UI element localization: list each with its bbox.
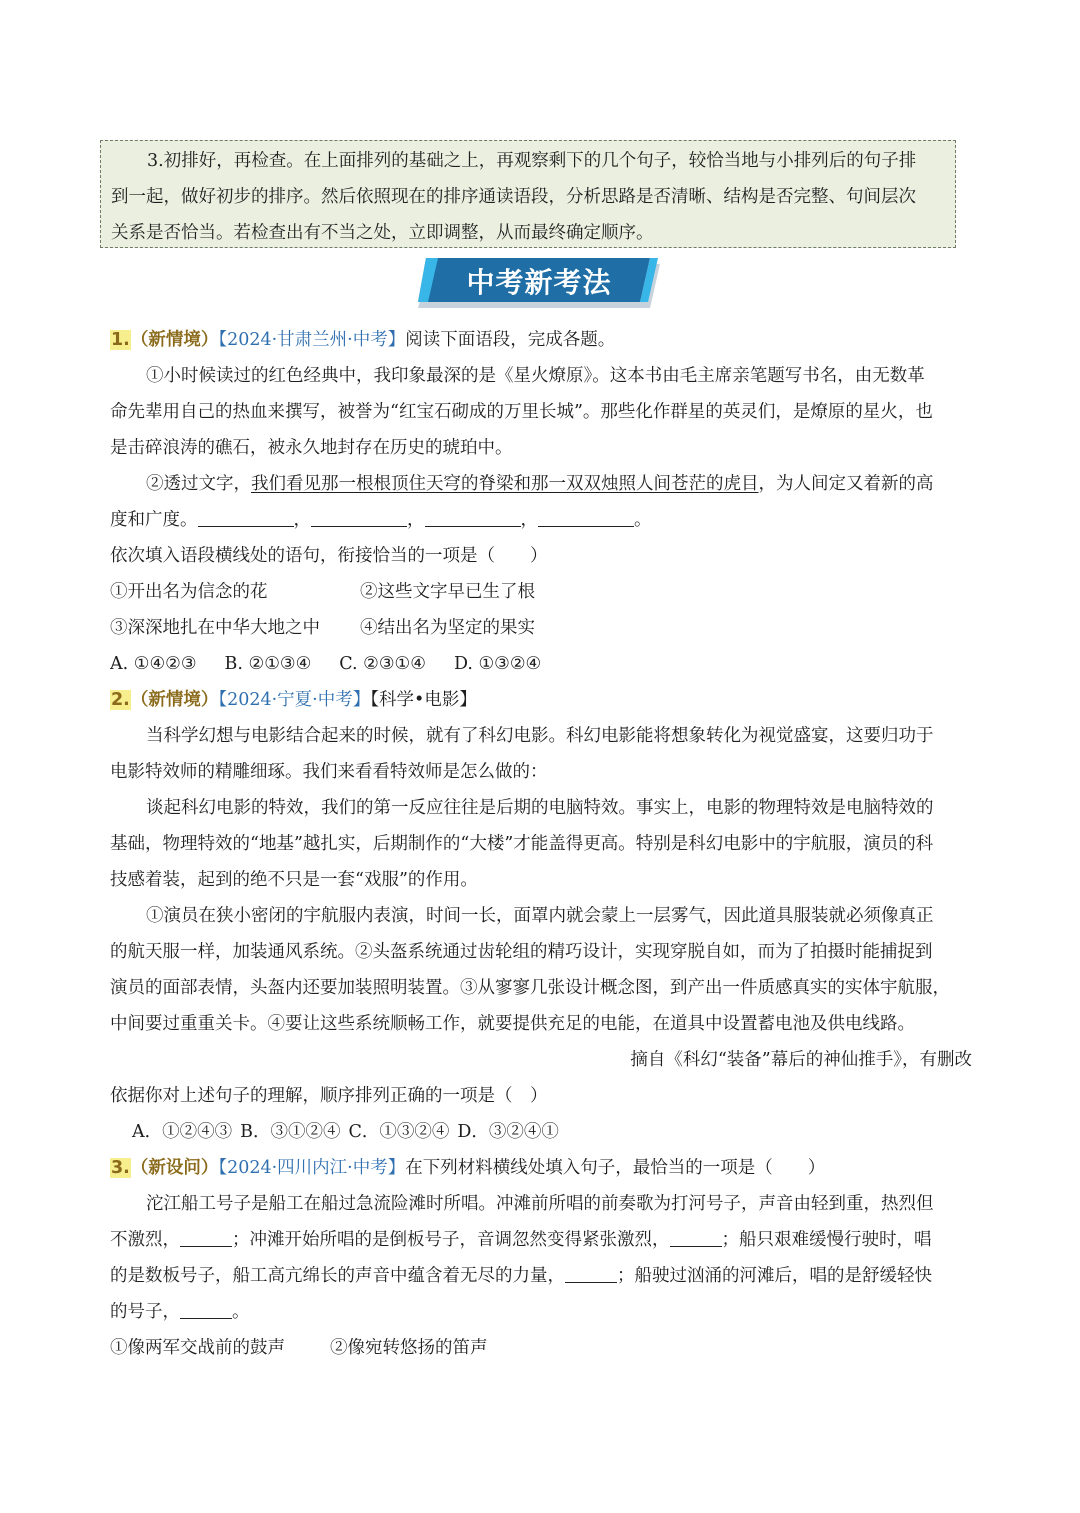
answer-blank[interactable] [311,506,407,527]
q2-text-line: 技感着装，起到的绝不只是一套“戏服”的作用。 [110,870,478,890]
separator: 。 [634,510,652,530]
q1-item: ②这些文字早已生了根 [360,582,535,602]
q2-text-line: 的航天服一样，加装通风系统。②头盔系统通过齿轮组的精巧设计，实现穿脱自如，而为了拍摄时能捕捉到 [110,942,933,962]
q2-choice[interactable]: A．①②④③ [132,1122,233,1142]
q1-para2-line [110,502,972,538]
q2-choice[interactable]: D．③②④① [457,1122,559,1142]
q1-tag: （新情境） [130,330,219,350]
q1-para2-text: 度和广度。 [110,510,198,530]
q1-header [110,322,972,358]
q1-para1-line: ①小时候读过的红色经典中，我印象最深的是《星火燎原》。这本书由毛主席亲笔题写书名，由无数革 [146,366,925,386]
q2-question: 依据你对上述句子的理解，顺序排列正确的一项是（ ） [110,1086,548,1106]
q3-text: 不激烈， [110,1230,180,1250]
q1-items-row [110,574,972,610]
q1-items-row [110,610,972,646]
q2-choice[interactable]: C．①③②④ [348,1122,450,1142]
q3-text: ；船驶过汹涌的河滩后，唱的是舒缓轻快 [617,1266,932,1286]
tip-line: 3.初排好，再检查。在上面排列的基础之上，再观察剩下的几个句子，较恰当地与小排列后的句子排 [147,151,917,171]
separator: ， [407,510,425,530]
q1-para2-line [110,466,972,502]
q3-text: 的号子， [110,1302,180,1322]
q2-text-line: 电影特效师的精雕细琢。我们来看看特效师是怎么做的： [110,762,548,782]
q3-text: ；冲滩开始所唱的是倒板号子，音调忽然变得紧张激烈， [232,1230,670,1250]
q1-choice[interactable]: A. ①④②③ [110,654,197,674]
separator: ， [520,510,538,530]
q3-text-line [110,1258,972,1294]
q3-prompt: 在下列材料横线处填入句子，最恰当的一项是（ ） [405,1158,826,1178]
q1-para1-line: 是击碎浪涛的礁石，被永久地封存在历史的琥珀中。 [110,438,513,458]
banner-title: 中考新考法 [466,266,612,299]
q2-choice[interactable]: B．③①②④ [240,1122,341,1142]
answer-blank[interactable] [538,506,634,527]
q2-text-line: 基础，物理特效的“地基”越扎实，后期制作的“大楼”才能盖得更高。特别是科幻电影中的宇航服，演员的科 [110,834,934,854]
tip-box [100,140,956,248]
q3-item: ②像宛转悠扬的笛声 [330,1338,488,1358]
answer-blank[interactable] [670,1226,722,1247]
answer-blank[interactable] [198,506,294,527]
q1-choices [110,646,972,682]
q2-header [110,682,972,718]
questions-content [110,322,972,1366]
q2-number: 2. [111,690,130,710]
q1-para2-text: ，为人间定又着新的高 [758,474,934,494]
q3-source: 【2024·四川内江·中考】 [218,1158,406,1178]
q1-number: 1. [111,330,130,350]
q3-text-line: 沱江船工号子是船工在船过急流险滩时所唱。冲滩前所唱的前奏歌为打河号子，声音由轻到重，热烈但 [146,1194,934,1214]
q1-para2-text: ②透过文字， [146,474,251,494]
tip-line: 到一起，做好初步的排序。然后依照现在的排序通读语段，分析思路是否清晰、结构是否完整、句间层次 [111,187,916,207]
q1-item: ③深深地扎在中华大地之中 [110,618,320,638]
tip-line: 关系是否恰当。若检查出有不当之处，立即调整，从而最终确定顺序。 [111,223,654,243]
q3-number: 3. [111,1158,130,1178]
q3-tag: （新设问） [130,1158,219,1178]
q1-choice[interactable]: C. ②③①④ [339,654,426,674]
q1-prompt: 阅读下面语段，完成各题。 [405,330,616,350]
q2-text-line: 中间要过重重关卡。④要让这些系统顺畅工作，就要提供充足的电能，在道具中设置蓄电池及供电线路。 [110,1014,915,1034]
q3-text-line [110,1222,972,1258]
q1-question: 依次填入语段横线处的语句，衔接恰当的一项是（ ） [110,546,548,566]
q3-item: ①像两军交战前的鼓声 [110,1338,285,1358]
q2-credit: 摘自《科幻“装备”幕后的神仙推手》，有删改 [630,1050,972,1070]
q3-items-row [110,1330,972,1366]
q2-text-line: 谈起科幻电影的特效，我们的第一反应往往是后期的电脑特效。事实上，电影的物理特效是电脑特效的 [146,798,934,818]
q2-choices [110,1114,972,1150]
answer-blank[interactable] [180,1226,232,1247]
answer-blank[interactable] [425,506,521,527]
q1-source: 【2024·甘肃兰州·中考】 [218,330,406,350]
q1-para1-line: 命先辈用自己的热血来撰写，被誉为“红宝石砌成的万里长城”。那些化作群星的英灵们，是燎原的星火，也 [110,402,933,422]
q2-text-line: ①演员在狭小密闭的宇航服内表演，时间一长，面罩内就会蒙上一层雾气，因此道具服装就必须像真正 [146,906,934,926]
q3-text-line [110,1294,972,1330]
q2-text-line: 演员的面部表情，头盔内还要加装照明装置。③从寥寥几张设计概念图，到产出一件质感真实的实体宇航服， [110,978,950,998]
q2-topic: 【科学•电影】 [370,690,477,710]
q3-text: 的是数板号子，船工高亢绵长的声音中蕴含着无尽的力量， [110,1266,565,1286]
q3-text: ；船只艰难缓慢行驶时，唱 [721,1230,932,1250]
q1-item: ①开出名为信念的花 [110,582,268,602]
q2-source: 【2024·宁夏·中考】 [218,690,371,710]
q2-tag: （新情境） [130,690,219,710]
q3-text: 。 [232,1302,250,1322]
q2-text-line: 当科学幻想与电影结合起来的时候，就有了科幻电影。科幻电影能将想象转化为视觉盛宴，这要归功于 [146,726,934,746]
q1-item: ④结出名为坚定的果实 [360,618,535,638]
q1-choice[interactable]: D. ①③②④ [453,654,542,674]
q1-underlined-text: 我们看见那一根根顶住天穹的脊梁和那一双双烛照人间苍茫的虎目 [251,474,759,494]
answer-blank[interactable] [180,1298,232,1319]
answer-blank[interactable] [565,1262,617,1283]
q3-header [110,1150,972,1186]
q1-choice[interactable]: B. ②①③④ [224,654,312,674]
separator: ， [293,510,311,530]
section-banner [418,258,660,308]
